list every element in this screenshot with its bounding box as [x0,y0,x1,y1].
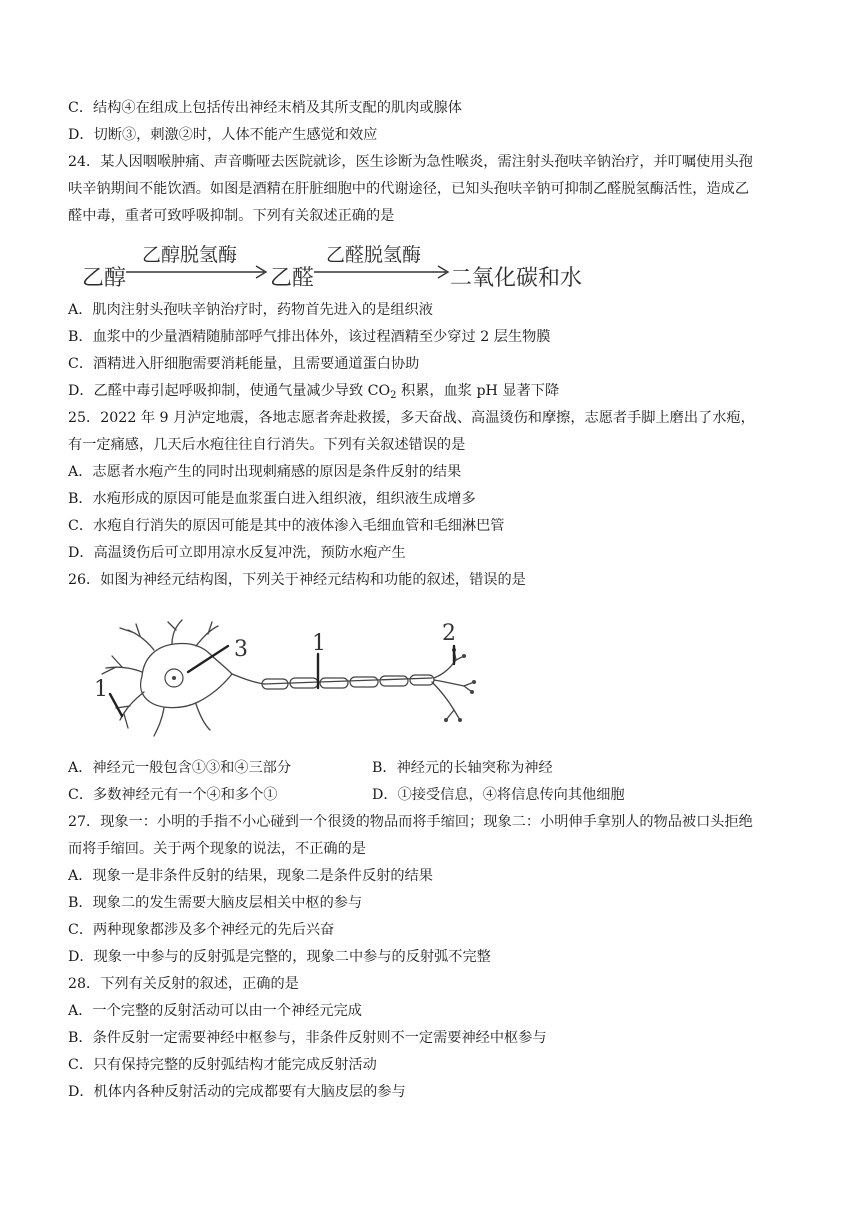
scheme-arrow-2 [314,264,454,280]
scheme-enzyme-1: 乙醇脱氢酶 [142,244,238,266]
q25-option-c: C．水疱自行消失的原因可能是其中的液体渗入毛细血管和毛细淋巴管 [68,518,505,534]
neuron-label-dendrite: 1 [94,677,108,702]
q25-stem-line-2: 有一定痛感，几天后水疱往往自行消失。下列有关叙述错误的是 [68,437,466,453]
q25-option-b: B．水疱形成的原因可能是血浆蛋白进入组织液，组织液生成增多 [68,491,476,507]
neuron-label-terminal: 2 [442,621,456,646]
q25-option-a: A．志愿者水疱产生的同时出现刺痛感的原因是条件反射的结果 [68,464,462,480]
q28-stem: 28．下列有关反射的叙述，正确的是 [68,976,299,992]
q23-option-d: D．切断③，刺激②时，人体不能产生感觉和效应 [68,127,378,143]
q28-option-b: B．条件反射一定需要神经中枢参与，非条件反射则不一定需要神经中枢参与 [68,1030,547,1046]
q27-stem-line-2: 而将手缩回。关于两个现象的说法，不正确的是 [68,841,366,857]
q25-stem-line-1: 25．2022 年 9 月泸定地震，各地志愿者奔赴救援，多天奋战、高温烫伤和摩擦，志愿者手脚上磨出了水疱， [68,410,755,426]
q26-option-c: C．多数神经元有一个④和多个① [68,787,278,803]
q24-option-a: A．肌肉注射头孢呋辛钠治疗时，药物首先进入的是组织液 [68,302,433,318]
neuron-label-cell-body: 3 [234,637,248,662]
q24-option-c: C．酒精进入肝细胞需要消耗能量，且需要通道蛋白协助 [68,356,420,372]
scheme-arrow-1 [126,264,272,280]
neuron-label-axon: 1 [312,631,326,656]
scheme-compound-ethanol: 乙醇 [82,266,127,291]
q24-option-b: B．血浆中的少量酒精随肺部呼气排出体外，该过程酒精至少穿过 2 层生物膜 [68,329,551,345]
q28-option-a: A．一个完整的反射活动可以由一个神经元完成 [68,1003,362,1019]
q27-option-b: B．现象二的发生需要大脑皮层相关中枢的参与 [68,895,363,911]
q27-option-a: A．现象一是非条件反射的结果，现象二是条件反射的结果 [68,868,433,884]
scheme-enzyme-2: 乙醛脱氢酶 [326,244,422,266]
q28-option-d: D．机体内各种反射活动的完成都要有大脑皮层的参与 [68,1084,406,1100]
q24-stem-line-1: 24．某人因咽喉肿痛、声音嘶哑去医院就诊，医生诊断为急性喉炎，需注射头孢呋辛钠治疗，并叮嘱使用头孢 [68,154,753,170]
q23-option-c: C．结构④在组成上包括传出神经末梢及其所支配的肌肉或腺体 [68,100,462,116]
q26-option-b: B．神经元的长轴突称为神经 [372,760,553,776]
q27-stem-line-1: 27．现象一：小明的手指不小心碰到一个很烫的物品而将手缩回；现象二：小明伸手拿别人的物品被口头拒绝 [68,814,753,830]
q24-stem-line-3: 醛中毒，重者可致呼吸抑制。下列有关叙述正确的是 [68,208,395,224]
alcohol-metabolism-scheme [82,244,602,296]
q24-option-d: D．乙醛中毒引起呼吸抑制，使通气量减少导致 $CO_2$ 积累，血浆 pH 显著下降 [68,383,560,401]
scheme-compound-co2-water: 二氧化碳和水 [450,266,583,291]
scheme-compound-acetaldehyde: 乙醛 [270,266,315,291]
q26-option-a: A．神经元一般包含①③和④三部分 [68,760,292,776]
q26-stem: 26．如图为神经元结构图，下列关于神经元结构和功能的叙述，错误的是 [68,572,526,588]
neuron-structure-figure [92,616,492,746]
q27-option-c: C．两种现象都涉及多个神经元的先后兴奋 [68,922,335,938]
q27-option-d: D．现象一中参与的反射弧是完整的，现象二中参与的反射弧不完整 [68,949,491,965]
q26-option-d: D．①接受信息，④将信息传向其他细胞 [372,787,625,803]
q25-option-d: D．高温烫伤后可立即用凉水反复冲洗，预防水疱产生 [68,545,406,561]
q24-stem-line-2: 呋辛钠期间不能饮酒。如图是酒精在肝脏细胞中的代谢途径，已知头孢呋辛钠可抑制乙醛脱氢酶活性，造成乙 [68,181,750,197]
q28-option-c: C．只有保持完整的反射弧结构才能完成反射活动 [68,1057,377,1073]
